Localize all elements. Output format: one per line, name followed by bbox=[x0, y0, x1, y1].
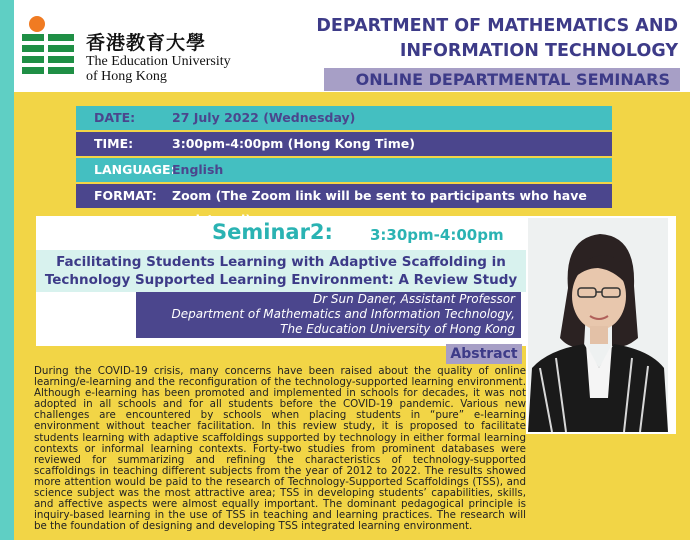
speaker-name: Dr Sun Daner, Assistant Professor bbox=[312, 292, 515, 306]
seminar-title-line2: Technology Supported Learning Environment: A Review Study bbox=[44, 272, 518, 288]
format-row bbox=[76, 184, 612, 208]
speaker-info bbox=[136, 292, 521, 338]
university-name-line2: of Hong Kong bbox=[86, 69, 167, 84]
department-line2: INFORMATION TECHNOLOGY bbox=[399, 41, 678, 61]
seminar-series-banner: ONLINE DEPARTMENTAL SEMINARS bbox=[324, 68, 680, 91]
university-name-chinese: 香港教育大學 bbox=[86, 32, 207, 54]
format-label: FORMAT: bbox=[94, 188, 157, 203]
time-value: 3:00pm-4:00pm (Hong Kong Time) bbox=[172, 136, 415, 151]
department-line1: DEPARTMENT OF MATHEMATICS AND bbox=[316, 16, 678, 36]
speaker-department: Department of Mathematics and Information Technology, bbox=[171, 307, 515, 321]
date-value: 27 July 2022 (Wednesday) bbox=[172, 110, 356, 125]
department-name bbox=[288, 14, 678, 64]
seminar-title-line1: Facilitating Students Learning with Adaptive Scaffolding in bbox=[56, 254, 506, 270]
format-value: Zoom (The Zoom link will be sent to participants who have bbox=[172, 188, 587, 203]
university-name-english bbox=[86, 54, 231, 84]
abstract-text: During the COVID-19 crisis, many concerns have been raised about the quality of online learning/e-learning and the reconfiguration of the technology-supported learning environment. Although e-learning has been promoted and implemented in schools for decades, it was not adopted in all schools and for all students before the COVID-19 pandemic. Various new challenges are encountered by schools when placing students in “pure” e-learning environment without teacher facilitation. In this review study, it is proposed to facilitate students learning with adaptive scaffoldings supported by technology in either formal learning contexts or informal learning contexts. Forty-two studies from prominent databases were reviewed for summarizing and refining the characteristics of technology-supported scaffoldings in teaching different subjects from the year of 2012 to 2022. The results showed more attention would be paid to the research of Technology-Supported Scaffoldings (TSS), and science subject was the most attractive area; TSS in developing students’ capabilities, skills, and affective aspects were almost equally important. The dominant pedagogical principle is inquiry-based learning in the use of TSS in teaching and learning practices. The research will be the foundation of designing and developing TSS integrated learning environment. bbox=[34, 365, 526, 533]
abstract-heading: Abstract bbox=[446, 344, 522, 364]
speaker-university: The Education University of Hong Kong bbox=[280, 322, 515, 336]
seminar-poster bbox=[14, 0, 690, 540]
seminar-time: 3:30pm-4:00pm bbox=[370, 226, 504, 244]
university-name-line1: The Education University bbox=[86, 54, 231, 69]
university-logo-icon bbox=[20, 14, 76, 86]
speaker-photo bbox=[528, 218, 668, 432]
time-row bbox=[76, 132, 612, 156]
language-value: English bbox=[172, 162, 224, 177]
language-label: LANGUAGE: bbox=[94, 162, 176, 177]
time-label: TIME: bbox=[94, 136, 134, 151]
date-row bbox=[76, 106, 612, 130]
language-row bbox=[76, 158, 612, 182]
seminar-label: Seminar2: bbox=[212, 220, 333, 244]
date-label: DATE: bbox=[94, 110, 136, 125]
